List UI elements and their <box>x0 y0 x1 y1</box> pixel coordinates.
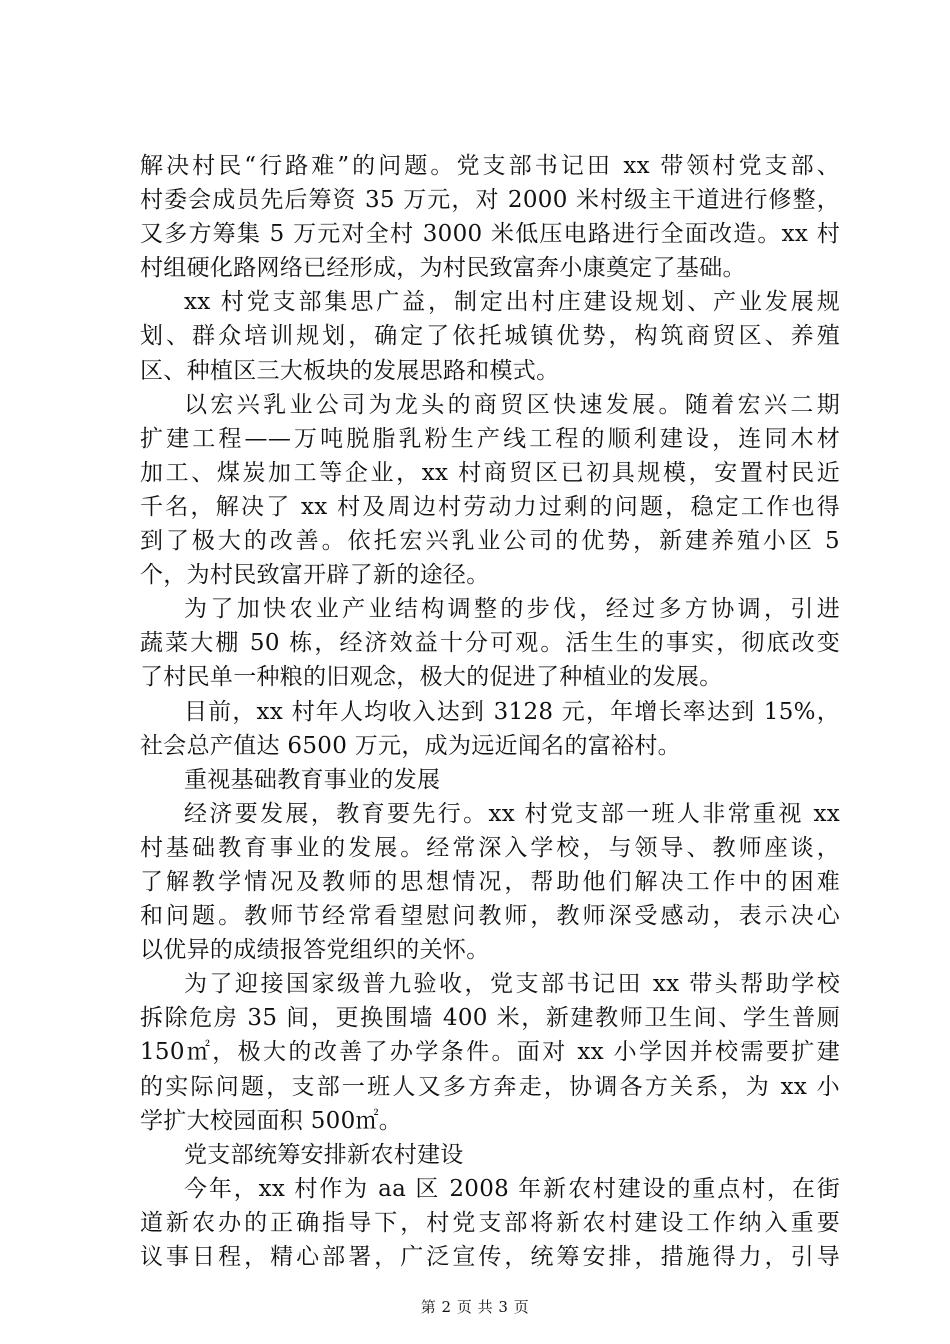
text-line: 经济要发展，教育要先行。xx 村党支部一班人非常重视 xx <box>184 800 840 827</box>
text-line: 个，为村民致富开辟了新的途径。 <box>140 562 490 589</box>
text-line: xx 村党支部集思广益，制定出村庄建设规划、产业发展规 <box>184 289 840 316</box>
text-line: 为了迎接国家级普九验收，党支部书记田 xx 带头帮助学校 <box>184 971 840 998</box>
text-line: 为了加快农业产业结构调整的步伐，经过多方协调，引进 <box>184 596 840 623</box>
text-line: 学扩大校园面积 500㎡。 <box>140 1107 403 1134</box>
text-line: 蔬菜大棚 50 栋，经济效益十分可观。活生生的事实，彻底改变 <box>140 630 840 657</box>
text-line: 到了极大的改善。依托宏兴乳业公司的优势，新建养殖小区 5 <box>140 528 840 555</box>
text-line: 加工、煤炭加工等企业，xx 村商贸区已初具规模，安置村民近 <box>140 459 840 486</box>
text-line: 了村民单一种粮的旧观念，极大的促进了种植业的发展。 <box>140 664 723 691</box>
page-number-footer: 第 2 页 共 3 页 <box>420 1298 530 1316</box>
text-line: 村基础教育事业的发展。经常深入学校，与领导、教师座谈， <box>140 834 840 861</box>
text-line: 目前，xx 村年人均收入达到 3128 元，年增长率达到 15%， <box>184 698 840 725</box>
text-line: 又多方筹集 5 万元对全村 3000 米低压电路进行全面改造。xx 村 <box>140 221 840 248</box>
text-line: 党支部统筹安排新农村建设 <box>184 1141 464 1168</box>
text-line: 村组硬化路网络已经形成，为村民致富奔小康奠定了基础。 <box>140 255 746 282</box>
text-line: 和问题。教师节经常看望慰问教师，教师深受感动，表示决心 <box>140 903 840 930</box>
text-line: 划、群众培训规划，确定了依托城镇优势，构筑商贸区、养殖 <box>140 323 840 350</box>
text-line: 今年，xx 村作为 aa 区 2008 年新农村建设的重点村，在街 <box>184 1175 840 1202</box>
text-line: 以宏兴乳业公司为龙头的商贸区快速发展。随着宏兴二期 <box>184 391 840 418</box>
text-line: 以优异的成绩报答党组织的关怀。 <box>140 937 490 964</box>
text-line: 拆除危房 35 间，更换围墙 400 米，新建教师卫生间、学生普厕 <box>140 1005 840 1032</box>
text-line: 村委会成员先后筹资 35 万元，对 2000 米村级主干道进行修整， <box>140 187 840 214</box>
text-line: 千名，解决了 xx 村及周边村劳动力过剩的问题，稳定工作也得 <box>140 493 840 520</box>
text-line: 重视基础教育事业的发展 <box>184 766 441 793</box>
text-line: 社会总产值达 6500 万元，成为远近闻名的富裕村。 <box>140 732 681 759</box>
text-line: 道新农办的正确指导下，村党支部将新农村建设工作纳入重要 <box>140 1209 840 1236</box>
text-line: 议事日程，精心部署，广泛宣传，统筹安排，措施得力，引导 <box>140 1244 840 1270</box>
text-line: 区、种植区三大板块的发展思路和模式。 <box>140 357 560 384</box>
text-line: 了解教学情况及教师的思想情况，帮助他们解决工作中的困难 <box>140 868 840 895</box>
text-line: 150㎡，极大的改善了办学条件。面对 xx 小学因并校需要扩建 <box>140 1039 840 1066</box>
text-line: 扩建工程——万吨脱脂乳粉生产线工程的顺利建设，连同木材 <box>140 425 840 452</box>
document-body <box>140 149 840 1274</box>
text-line: 的实际问题，支部一班人又多方奔走，协调各方关系，为 xx 小 <box>140 1073 840 1100</box>
text-line: 解决村民“行路难”的问题。党支部书记田 xx 带领村党支部、 <box>140 153 840 179</box>
